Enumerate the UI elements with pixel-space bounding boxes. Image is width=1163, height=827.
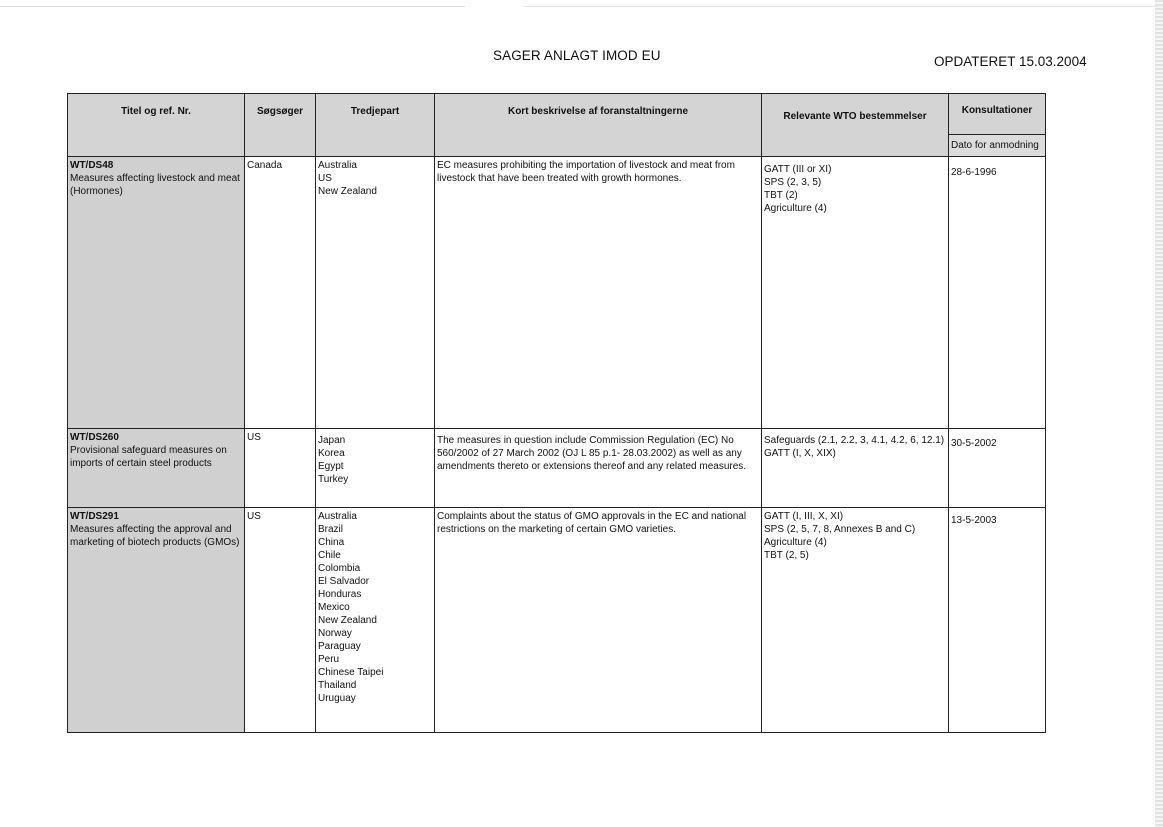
- update-date: OPDATERET 15.03.2004: [934, 54, 1087, 69]
- request-date: 28-6-1996: [951, 167, 997, 178]
- case-id: WT/DS260: [70, 432, 119, 443]
- complainant: US: [247, 432, 261, 443]
- third-party: Chile: [318, 550, 341, 561]
- wto-provision: TBT (2, 5): [764, 550, 809, 561]
- table-row: [68, 429, 1046, 508]
- third-party-cell: [316, 429, 435, 508]
- complainant-cell: [245, 157, 316, 429]
- third-party: Australia: [318, 160, 357, 171]
- third-party: New Zealand: [318, 186, 377, 197]
- third-party: Chinese Taipei: [318, 667, 384, 678]
- request-date: 13-5-2003: [951, 515, 997, 526]
- wto-provision: GATT (I, III, X, XI): [764, 511, 844, 522]
- third-party: Peru: [318, 654, 340, 665]
- third-party: Australia: [318, 511, 357, 522]
- third-party-cell: [316, 157, 435, 429]
- wto-provision: SPS (2, 3, 5): [764, 177, 822, 188]
- wto-provision: Safeguards (2.1, 2.2, 3, 4.1, 4.2, 6, 12.1): [764, 435, 945, 446]
- col-header-wto-provisions: Relevante WTO bestemmelser: [762, 94, 949, 157]
- third-party: Thailand: [318, 680, 357, 691]
- third-party: Mexico: [318, 602, 350, 613]
- third-party: China: [318, 537, 345, 548]
- case-title-cell: [68, 429, 245, 508]
- complainant-cell: [245, 429, 316, 508]
- third-party: El Salvador: [318, 576, 370, 587]
- wto-provision: Agriculture (4): [764, 537, 827, 548]
- request-date-cell: [949, 508, 1046, 733]
- wto-provision: Agriculture (4): [764, 203, 827, 214]
- third-party: Uruguay: [318, 693, 356, 704]
- case-title: Measures affecting livestock and meat (Hormones): [70, 173, 240, 197]
- third-party: Japan: [318, 435, 346, 446]
- col-header-third-party: Tredjepart: [316, 94, 435, 157]
- col-header-complainant: Søgsøger: [245, 94, 316, 157]
- case-title: Provisional safeguard measures on imports of certain steel products: [70, 445, 227, 469]
- scan-artifact-top: [0, 6, 1163, 7]
- col-header-description: Kort beskrivelse af foranstaltningerne: [435, 94, 762, 157]
- col-header-consultations: Konsultationer: [949, 94, 1046, 135]
- wto-provisions-cell: [762, 508, 949, 733]
- third-party: Egypt: [318, 461, 344, 472]
- third-party: Turkey: [318, 474, 349, 485]
- case-title-cell: [68, 157, 245, 429]
- case-title-cell: [68, 508, 245, 733]
- cases-table: [67, 93, 1046, 733]
- third-party: Brazil: [318, 524, 344, 535]
- wto-provision: GATT (III or XI): [764, 164, 832, 175]
- case-id: WT/DS48: [70, 160, 114, 171]
- request-date-cell: [949, 429, 1046, 508]
- description-cell: [435, 508, 762, 733]
- third-party: US: [318, 173, 332, 184]
- col-header-title-ref: Titel og ref. Nr.: [68, 94, 245, 157]
- request-date: 30-5-2002: [951, 438, 997, 449]
- description: The measures in question include Commission Regulation (EC) No 560/2002 of 27 March 2002 (OJ L 85 p.1- 28.03.2002) as well as any amendments thereto or extensions thereof and any related measures.: [437, 435, 747, 472]
- third-party: Honduras: [318, 589, 362, 600]
- third-party: Paraguay: [318, 641, 361, 652]
- wto-provision: SPS (2, 5, 7, 8, Annexes B and C): [764, 524, 916, 535]
- complainant: Canada: [247, 160, 283, 171]
- complainant: US: [247, 511, 261, 522]
- third-party: Colombia: [318, 563, 361, 574]
- case-title: Measures affecting the approval and marketing of biotech products (GMOs): [70, 524, 240, 548]
- third-party: New Zealand: [318, 615, 377, 626]
- complainant-cell: [245, 508, 316, 733]
- wto-provisions-cell: [762, 157, 949, 429]
- description: EC measures prohibiting the importation of livestock and meat from livestock that have been treated with growth hormones.: [437, 160, 735, 184]
- request-date-cell: [949, 157, 1046, 429]
- table-row: [68, 157, 1046, 429]
- wto-provision: GATT (I, X, XIX): [764, 448, 836, 459]
- description-cell: [435, 157, 762, 429]
- third-party-cell: [316, 508, 435, 733]
- wto-provision: TBT (2): [764, 190, 798, 201]
- col-header-request-date: Dato for anmodning: [949, 134, 1046, 156]
- scan-edge-right: [1155, 0, 1163, 827]
- third-party: Korea: [318, 448, 345, 459]
- header-row: [68, 94, 1046, 135]
- table-row: [68, 508, 1046, 733]
- wto-provisions-cell: [762, 429, 949, 508]
- description-cell: [435, 429, 762, 508]
- third-party: Norway: [318, 628, 352, 639]
- document-title: SAGER ANLAGT IMOD EU: [493, 48, 661, 63]
- case-id: WT/DS291: [70, 511, 119, 522]
- description: Complaints about the status of GMO approvals in the EC and national restrictions on the marketing of certain GMO varieties.: [437, 511, 747, 535]
